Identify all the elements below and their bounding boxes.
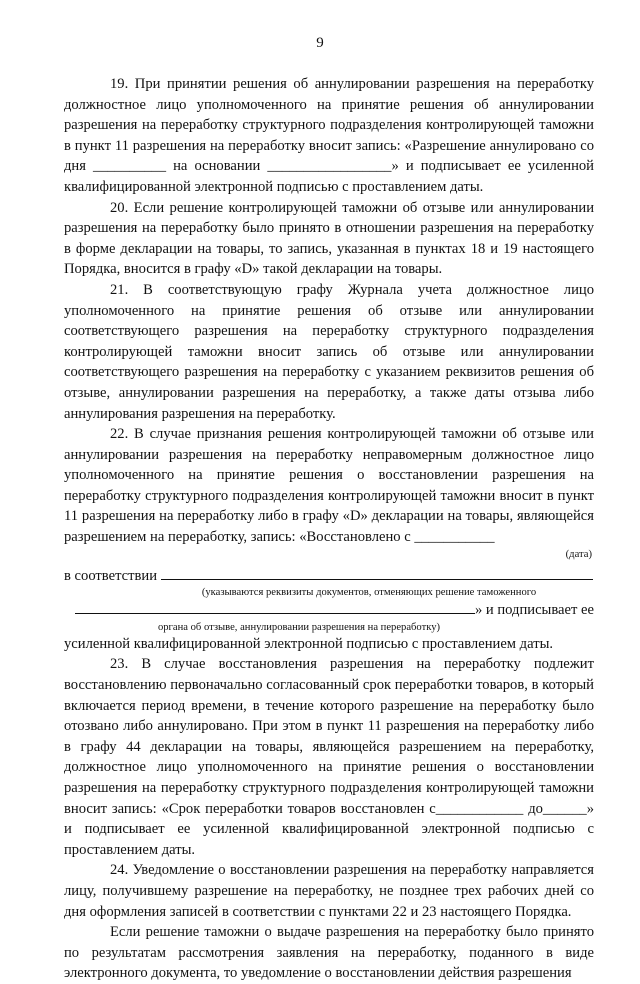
paragraph-22: 22. В случае признания решения контролирующей таможни об отзыве или аннулировании разрешения на переработку неправомерным должностное лицо уполномоченного на принятие решения о восстановлении разрешения на переработку структурного подразделения контролирующей таможни вносит в пункт 11 разрешения на переработку либо в графу «D» декларации на товары, являющейся разрешением на переработку, запись: «Восстановлено с ___________ xyxy=(64,426,594,546)
paragraph-22-end: усиленной квалифицированной электронной подписью с проставлением даты. xyxy=(64,635,554,652)
hint-documents: (указываются реквизиты документов, отменяющих решение таможенного xyxy=(201,587,537,599)
page-number: 9 xyxy=(316,35,324,51)
paragraph-21: 21. В соответствующую графу Журнала учета должностное лицо уполномоченного на принятие решения об отзыве или аннулировании соответствующего разрешения на переработку структурного подразделения контролирующей таможни вносит запись об отзыве или аннулировании соответствующего разрешения на переработку с указанием реквизитов решения об отзыве, аннулировании разрешения на переработку, а также даты отзыва либо аннулирования разрешения на переработку. xyxy=(64,281,594,422)
blank-basis xyxy=(161,565,593,580)
paragraph-25: Если решение таможни о выдаче разрешения на переработку было принято по результатам рассмотрения заявления на переработку, поданного в виде электронного документа, то уведомление о восстановлении действия разрешения xyxy=(64,924,594,982)
paragraph-20: 20. Если решение контролирующей таможни об отзыве или аннулировании разрешения на переработку было принято в отношении разрешения на переработку в форме декларации на товары, то запись, указанная в пунктах 18 и 19 настоящего Порядка, вносится в графу «D» такой декларации на товары. xyxy=(64,199,594,278)
in-accordance-label: в соответствии xyxy=(64,567,157,584)
paragraph-19: 19. При принятии решения об аннулировании разрешения на переработку должностное лицо уполномоченного на принятие решения об аннулировании разрешения на переработку структурного подразделения контролирующей таможни в пункт 11 разрешения на переработку вносит запись: «Разрешение аннулировано со дня __________ на основании _________________» и подписывает ее усиленной квалифицированной электронной подписью с проставлением даты. xyxy=(64,76,594,195)
paragraph-23: 23. В случае восстановления разрешения на переработку подлежит восстановлению первоначально согласованный срок переработки товаров, в который включается период времени, в течение которого разрешение на переработку было отозвано либо аннулировано. При этом в пункт 11 разрешения на переработку либо в графу 44 декларации на товары, являющейся разрешением на переработку, должностное лицо уполномоченного на принятие решения о восстановлении разрешения на переработку структурного подразделения контролирующей таможни вносит запись: «Срок переработки товаров восстановлен с____________ до______» и подписывает ее усиленной квалифицированной электронной подписью с проставлением даты. xyxy=(64,656,594,858)
document-body xyxy=(64,74,594,984)
line-in-accordance xyxy=(64,565,594,587)
hint-date: (дата) xyxy=(565,548,592,560)
line-signs xyxy=(64,599,594,621)
hint-organ: органа об отзыве, аннулировании разрешения на переработку) xyxy=(157,621,441,633)
signs-label: » и подписывает ее xyxy=(474,602,594,619)
blank-basis-cont xyxy=(75,599,475,614)
paragraph-24: 24. Уведомление о восстановлении разрешения на переработку направляется лицу, получившему разрешение на переработку, не позднее трех рабочих дней со дня оформления записей в соответствии с пунктами 22 и 23 настоящего Порядка. xyxy=(64,862,594,920)
